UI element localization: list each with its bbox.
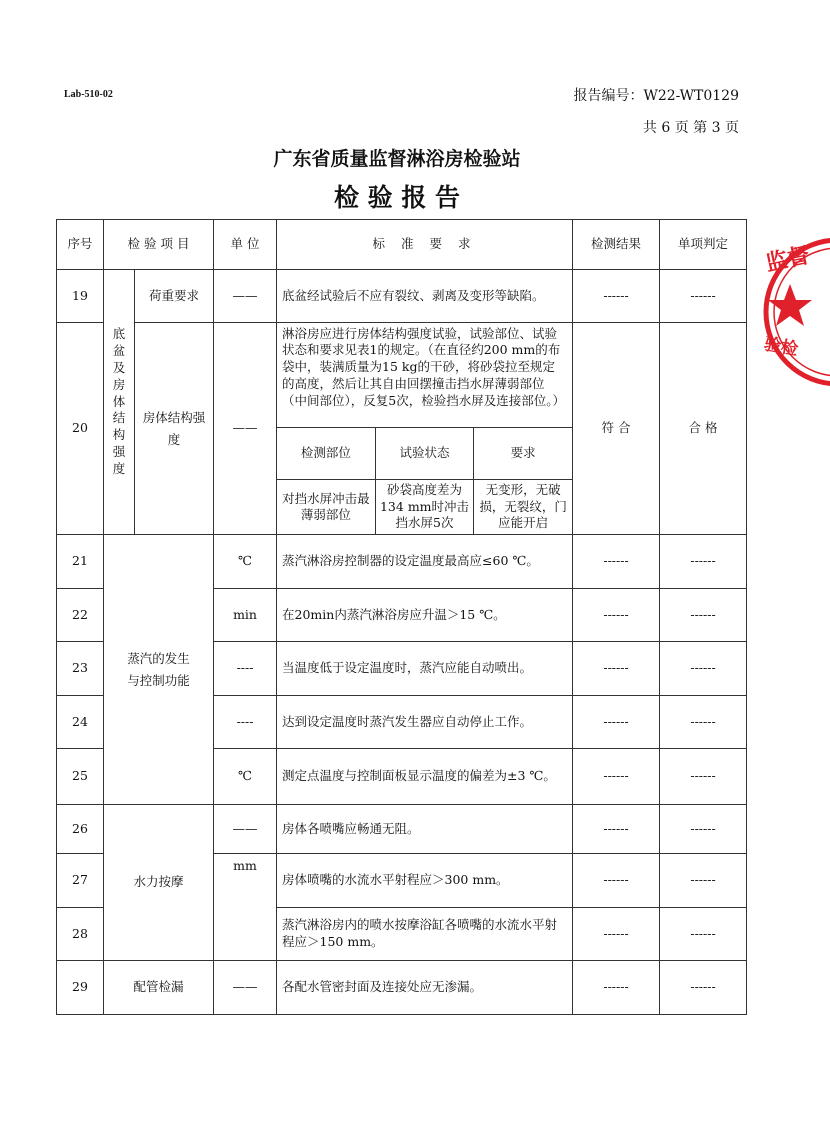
requirement: 达到设定温度时蒸汽发生器应自动停止工作。 (277, 696, 573, 749)
requirement: 房体各喷嘴应畅通无阻。 (277, 805, 573, 854)
table-row (57, 323, 747, 535)
unit: mm (214, 854, 277, 961)
row-number: 26 (57, 805, 104, 854)
unit: ---- (214, 696, 277, 749)
requirement-subtable (277, 428, 572, 534)
report-title: 检 验 报 告 (333, 183, 461, 212)
table-row (57, 961, 747, 1015)
verdict: ------ (660, 696, 747, 749)
result: ------ (573, 854, 660, 908)
verdict: ------ (660, 961, 747, 1015)
unit: ---- (214, 642, 277, 696)
group-structure-strength: 底盆及房体结构强度 (104, 270, 135, 535)
item-name: 配管检漏 (104, 961, 214, 1015)
verdict: ------ (660, 908, 747, 961)
row-number: 29 (57, 961, 104, 1015)
requirement-text: 淋浴房应进行房体结构强度试验，试验部位、试验状态和要求见表1的规定。（在直径约200 mm的布袋中，装满质量为15 kg的干砂，将砂袋拉至规定的高度，然后让其自由回摆撞击挡水屏薄弱部位（中间部位），反复5次，检验挡水屏及连接部位。） (277, 324, 572, 428)
result: ------ (573, 270, 660, 323)
organization-name: 广东省质量监督淋浴房检验站 (273, 148, 521, 170)
row-number: 28 (57, 908, 104, 961)
item-name: 房体结构强度 (135, 323, 214, 535)
result: ------ (573, 961, 660, 1015)
requirement: 房体喷嘴的水流水平射程应＞300 mm。 (277, 854, 573, 908)
row-number: 25 (57, 749, 104, 805)
official-seal-stamp (760, 232, 830, 392)
verdict: ------ (660, 642, 747, 696)
unit: —— (214, 805, 277, 854)
verdict: ------ (660, 749, 747, 805)
col-header-verdict: 单项判定 (660, 220, 747, 270)
requirement: 蒸汽淋浴房内的喷水按摩浴缸各喷嘴的水流水平射程应＞150 mm。 (277, 908, 573, 961)
requirement: 各配水管密封面及连接处应无渗漏。 (277, 961, 573, 1015)
unit: —— (214, 270, 277, 323)
row-number: 21 (57, 535, 104, 589)
item-name: 荷重要求 (135, 270, 214, 323)
result: ------ (573, 749, 660, 805)
table-row (57, 535, 747, 589)
group-hydro-massage: 水力按摩 (104, 805, 214, 961)
row-number: 23 (57, 642, 104, 696)
row-number: 27 (57, 854, 104, 908)
table-row (57, 805, 747, 854)
report-number: 报告编号：W22-WT0129 (573, 88, 739, 104)
row-number: 19 (57, 270, 104, 323)
verdict: ------ (660, 535, 747, 589)
verdict: 合 格 (660, 323, 747, 535)
requirement: 蒸汽淋浴房控制器的设定温度最高应≤60 ℃。 (277, 535, 573, 589)
verdict: ------ (660, 805, 747, 854)
result: ------ (573, 696, 660, 749)
requirement: 在20min内蒸汽淋浴房应升温＞15 ℃。 (277, 589, 573, 642)
sub-value-position: 对挡水屏冲击最薄弱部位 (277, 480, 375, 534)
svg-text:验检: 验检 (762, 334, 800, 360)
verdict: ------ (660, 270, 747, 323)
result: ------ (573, 805, 660, 854)
requirement: 当温度低于设定温度时，蒸汽应能自动喷出。 (277, 642, 573, 696)
requirement: 测定点温度与控制面板显示温度的偏差为±3 ℃。 (277, 749, 573, 805)
group-steam-control: 蒸汽的发生与控制功能 (104, 535, 214, 805)
sub-value-state: 砂袋高度差为134 mm时冲击挡水屏5次 (375, 480, 473, 534)
col-header-unit: 单 位 (214, 220, 277, 270)
table-header-row (57, 220, 747, 270)
sub-header-state: 试验状态 (375, 428, 473, 480)
result: ------ (573, 642, 660, 696)
col-header-requirement: 标 准 要 求 (277, 220, 573, 270)
verdict: ------ (660, 854, 747, 908)
table-row (57, 270, 747, 323)
row-number: 20 (57, 323, 104, 535)
col-header-item: 检 验 项 目 (104, 220, 214, 270)
result: ------ (573, 535, 660, 589)
unit: —— (214, 961, 277, 1015)
inspection-table (56, 219, 747, 1015)
col-header-no: 序号 (57, 220, 104, 270)
col-header-result: 检测结果 (573, 220, 660, 270)
sub-header-requirement: 要求 (474, 428, 572, 480)
result: 符 合 (573, 323, 660, 535)
row-number: 22 (57, 589, 104, 642)
unit: ℃ (214, 535, 277, 589)
row-number: 24 (57, 696, 104, 749)
lab-code: Lab-510-02 (64, 89, 113, 100)
sub-value-requirement: 无变形，无破损，无裂纹，门应能开启 (479, 482, 567, 530)
sub-header-position: 检测部位 (277, 428, 375, 480)
result: ------ (573, 589, 660, 642)
requirement (277, 323, 573, 535)
verdict: ------ (660, 589, 747, 642)
unit: ℃ (214, 749, 277, 805)
unit: —— (214, 323, 277, 535)
page-indicator: 共 6 页 第 3 页 (642, 120, 739, 136)
svg-text:监督: 监督 (763, 243, 812, 277)
unit: min (214, 589, 277, 642)
requirement: 底盆经试验后不应有裂纹、剥离及变形等缺陷。 (277, 270, 573, 323)
result: ------ (573, 908, 660, 961)
